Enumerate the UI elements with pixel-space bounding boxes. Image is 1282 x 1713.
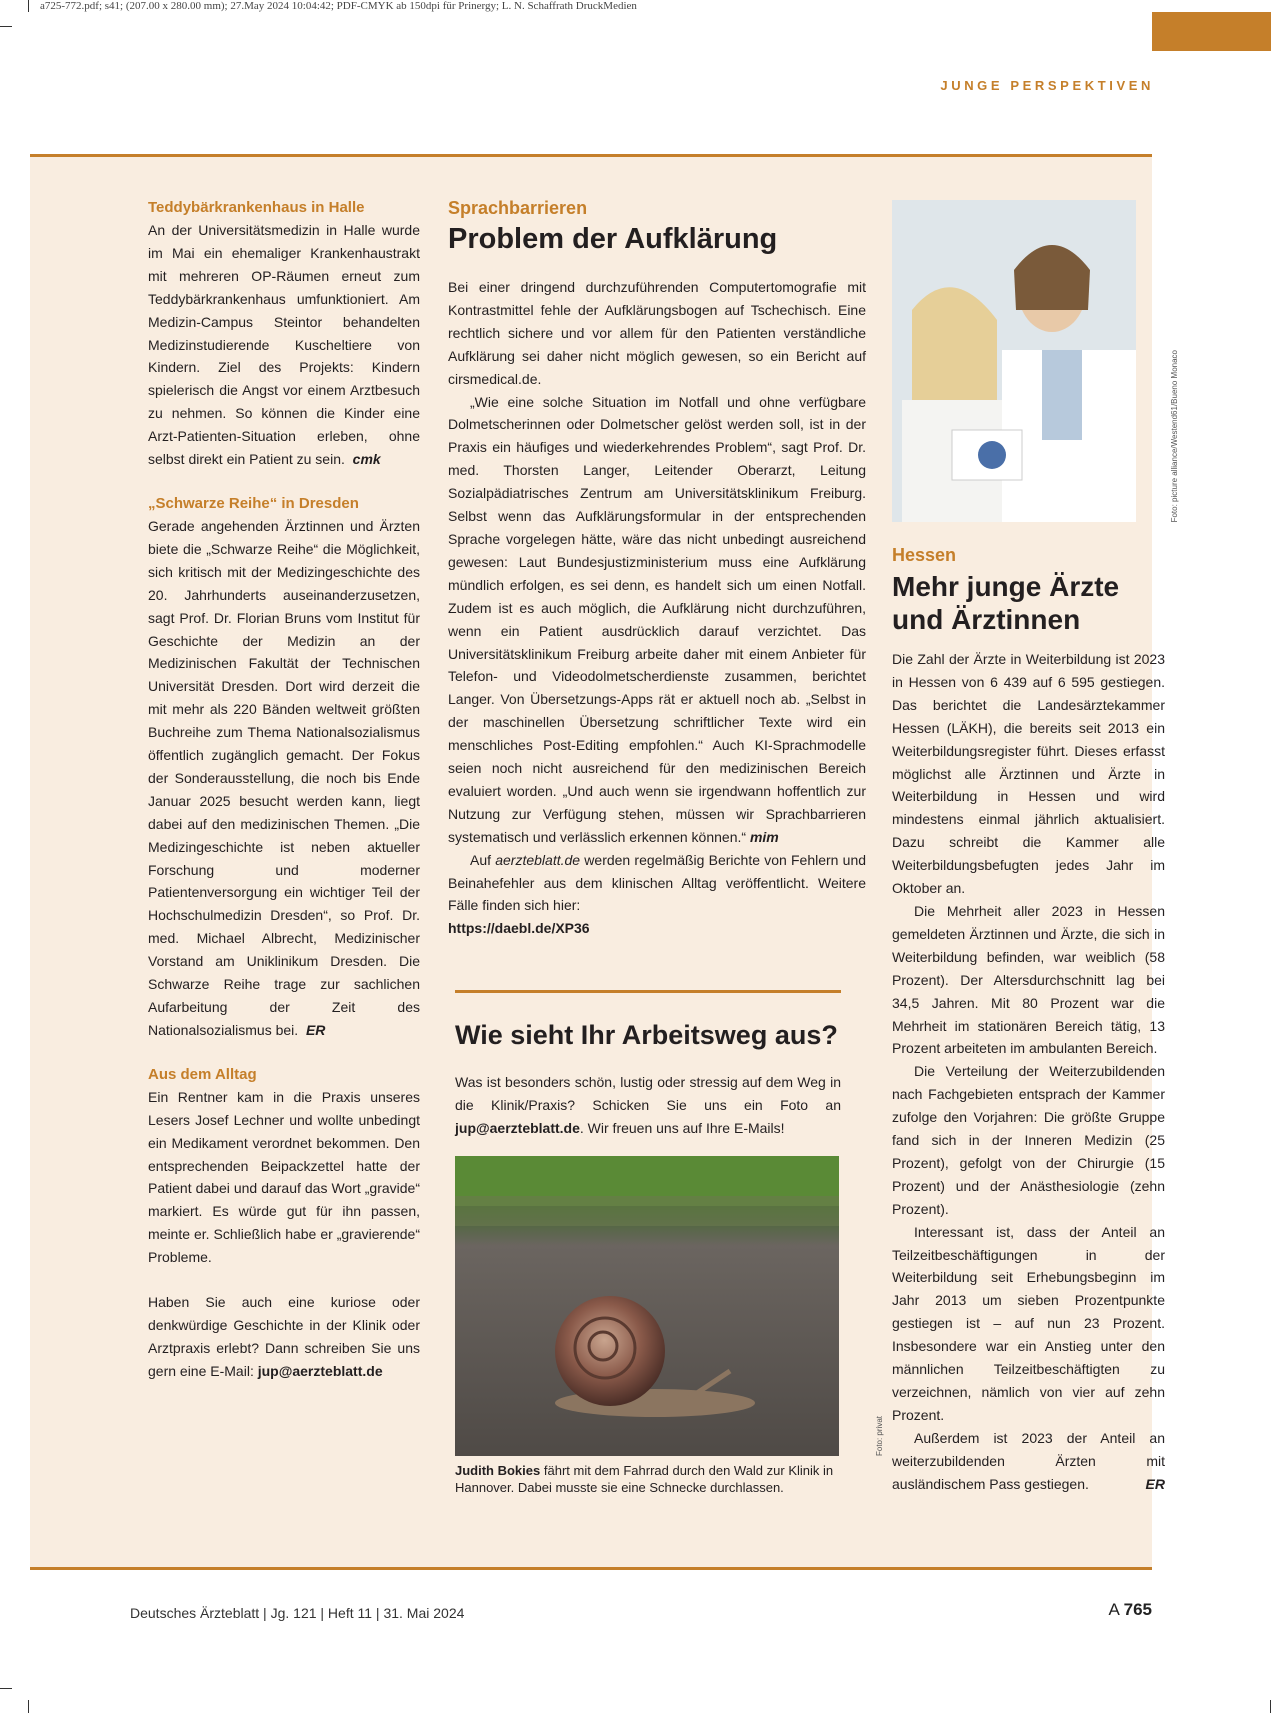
paragraph: „Wie eine solche Situation im Notfall und ohne verfügbare Dolmetscherinnen oder Dolmetscher gelöst werden soll, ist in der Praxis ein häufiges und wiederkehrendes Problem“, sagt Prof. Dr. med. Thorsten Langer, Leitender Oberarzt, Leitung Sozialpädiatrisches Zentrum am Universitätsklinikum Freiburg. Selbst wenn das Aufklärungsformular in der entsprechenden Sprache vorgelegen hätte, wäre das nicht unbedingt ausreichend gewesen: Laut Bundesjustizministerium muss eine Aufklärung mündlich erfolgen, es sei denn, es handelt sich um einen Notfall. Zudem ist es auch möglich, die Aufklärung nicht durchzuführen, wenn ein Patient ausdrücklich darauf verzichtet. Das Universitätsklinikum Freiburg arbeite daher mit einem Anbieter für Telefon- und Videodolmetscherdienste zusammen, berichtet Langer. Von Übersetzungs-Apps rät er aktuell noch ab. „Selbst in der maschinellen Übersetzung schriftlicher Texte wird ein menschliches Post-Editing empfohlen.“ Auch KI-Sprachmodelle seien noch nicht ausreichend für den medizinischen Bereich evaluiert worden. „Und auch wenn sie irgendwann hoffentlich zur Nutzung zur Verfügung stehen, müssen wir Sprachbarrieren systematisch und verlässlich erkennen können.“ mim bbox=[448, 393, 866, 845]
article-kicker: Hessen bbox=[892, 545, 957, 565]
photo-call-box bbox=[448, 990, 884, 1496]
article-body bbox=[892, 648, 1165, 1496]
doctors-illustration bbox=[892, 200, 1136, 522]
article-title: Problem der Aufklärung bbox=[448, 223, 778, 255]
box-title: Wie sieht Ihr Arbeitsweg aus? bbox=[455, 1020, 838, 1051]
journal-footer: Deutsches Ärzteblatt | Jg. 121 | Heft 11 | 31. Mai 2024 bbox=[130, 1605, 465, 1621]
content-panel bbox=[30, 154, 1179, 1570]
article-alltag bbox=[148, 1064, 420, 1269]
article-title: Mehr junge Ärzte und Ärztinnen bbox=[892, 571, 1120, 635]
author-tag: ER bbox=[1145, 1475, 1165, 1492]
crop-mark bbox=[0, 26, 12, 27]
crop-mark bbox=[28, 0, 29, 12]
paragraph: Auf aerzteblatt.de werden regelmäßig Berichte von Fehlern und Beinahefehler aus dem klinischen Alltag veröffentlicht. Weitere Fälle finden sich hier: https://daebl.de/XP36 bbox=[448, 851, 867, 937]
paragraph: Die Verteilung der Weiterzubildenden nach Fachgebieten entsprach der Kammer zufolge den Vorjahren: Die größte Gruppe fand sich in der Inneren Medizin (25 Prozent), gefolgt von der Chirurgie (15 Prozent) und der Anästhesiologie (zehn Prozent). bbox=[892, 1063, 1165, 1217]
article-kicker: Sprachbarrieren bbox=[448, 198, 588, 218]
reader-call: Haben Sie auch eine kuriose oder denkwürdige Geschichte in der Klinik oder Arztpraxis erlebt? Dann schreiben Sie uns gern eine E-Mail: jup@aerzteblatt.de bbox=[148, 1294, 420, 1379]
crop-mark bbox=[1270, 1700, 1271, 1713]
author-tag: cmk bbox=[352, 451, 381, 468]
email-link[interactable]: jup@aerzteblatt.de bbox=[455, 1120, 580, 1137]
column-left bbox=[148, 197, 420, 1383]
article-heading: „Schwarze Reihe“ in Dresden bbox=[148, 494, 359, 512]
article-teddy bbox=[148, 197, 420, 471]
crop-mark bbox=[0, 1688, 12, 1689]
section-tab bbox=[1152, 12, 1271, 51]
article-schwarze-reihe bbox=[148, 493, 420, 1042]
photo-credit: Foto: picture alliance/Westend61/Bueno Monaco bbox=[1170, 349, 1179, 522]
doctors-photo bbox=[892, 200, 1136, 522]
photo-caption: Judith Bokies fährt mit dem Fahrrad durch den Wald zur Klinik in Hannover. Dabei musste sie eine Schnecke durchlassen. bbox=[455, 1463, 834, 1495]
section-label: JUNGE PERSPEKTIVEN bbox=[940, 78, 1154, 93]
paragraph: Außerdem ist 2023 der Anteil an weiterzubildenden Ärzten mit ausländischem Pass gestiegen. ER bbox=[892, 1427, 1165, 1496]
column-middle bbox=[448, 197, 884, 1496]
paragraph: Interessant ist, dass der Anteil an Teilzeitbeschäftigungen in der Weiterbildung seit Erhebungsbeginn im Jahr 2013 um sieben Prozentpunkte gestiegen ist – auf nun 23 Prozent. Insbesondere war ein Anstieg unter den männlichen Teilzeitbeschäftigten zu verzeichnen, nämlich von vier auf zehn Prozent. bbox=[892, 1223, 1165, 1423]
doctors-photo-wrap bbox=[892, 200, 1179, 522]
article-text: An der Universitätsmedizin in Halle wurde im Mai ein ehemaliger Krankenhaustrakt mit mehreren OP-Räumen erneut zum Teddybärkrankenhaus umfunktioniert. Am Medizin-Campus Steintor behandelten Medizinstudierende Kuscheltiere von Kindern. Ziel des Projekts: Kindern spielerisch die Angst vor einem Arztbesuch zu nehmen. So können die Kinder eine Arzt-Patienten-Situation erleben, ohne selbst direkt ein Patient zu sein. cmk bbox=[148, 222, 420, 468]
email-link[interactable]: jup@aerzteblatt.de bbox=[257, 1362, 383, 1379]
article-text: Gerade angehenden Ärztinnen und Ärzten biete die „Schwarze Reihe“ die Möglichkeit, sich kritisch mit der Medizingeschichte des 20. Jahrhunderts auseinanderzusetzen, sagt Prof. Dr. Florian Bruns vom Institut für Geschichte der Medizin an der Medizinischen Fakultät der Technischen Universität Dresden. Dort wird derzeit die mit mehr als 220 Bänden weltweit größten Buchreihe zum Thema Nationalsozialismus öffentlich zugänglich gemacht. Der Fokus der Sonderausstellung, die noch bis Ende Januar 2025 besucht werden kann, liegt dabei auf den medizinischen Themen. „Die Medizingeschichte ist neben aktueller Forschung und moderner Patientenversorgung ein wichtiger Teil der Hochschulmedizin Dresden“, so Prof. Dr. med. Michael Albrecht, Medizinischer Vorstand am Uniklinikum Dresden. Die Schwarze Reihe trage zur sachlichen Aufarbeitung der Zeit des Nationalsozialismus bei. ER bbox=[148, 517, 420, 1038]
snail-photo-wrap bbox=[448, 1156, 884, 1456]
crop-mark bbox=[28, 1700, 29, 1713]
box-text: Was ist besonders schön, lustig oder stressig auf dem Weg in die Klinik/Praxis? Schicken Sie uns ein Foto an jup@aerzteblatt.de. Wir freuen uns auf Ihre E-Mails! bbox=[455, 1074, 841, 1137]
page-number: A 765 bbox=[1108, 1600, 1152, 1619]
paragraph: Bei einer dringend durchzuführenden Computertomografie mit Kontrastmittel fehle der Aufklärungsbogen auf Tschechisch. Eine rechtlich sichere und vor allem für den Patienten verständliche Aufklärung sei daher nicht möglich gewesen, so ein Bericht auf cirsmedical.de. bbox=[448, 279, 866, 387]
snail-illustration bbox=[455, 1156, 839, 1456]
snail-photo bbox=[455, 1156, 839, 1456]
paragraph: Die Mehrheit aller 2023 in Hessen gemeldeten Ärztinnen und Ärzte, die sich in Weiterbildung befinden, war weiblich (58 Prozent). Der Altersdurchschnitt lag bei 34,5 Jahren. Mit 80 Prozent war die Mehrheit im stationären Bereich tätig, 13 Prozent arbeiteten im ambulanten Bereich. bbox=[892, 902, 1165, 1057]
author-tag: ER bbox=[305, 1021, 326, 1038]
author-tag: mim bbox=[749, 828, 779, 845]
print-slug: a725-772.pdf; s41; (207.00 x 280.00 mm); 27.May 2024 10:04:42; PDF-CMYK ab 150dpi für Prinergy; L. N. Schaffrath DruckMedien bbox=[40, 0, 637, 12]
article-heading: Aus dem Alltag bbox=[148, 1065, 257, 1083]
divider bbox=[455, 990, 841, 993]
article-link[interactable]: https://daebl.de/XP36 bbox=[448, 920, 590, 937]
article-heading: Teddybärkrankenhaus in Halle bbox=[148, 199, 365, 216]
column-right bbox=[892, 200, 1179, 1496]
photo-credit: Foto: privat bbox=[875, 1415, 884, 1456]
paragraph: Die Zahl der Ärzte in Weiterbildung ist 2023 in Hessen von 6 439 auf 6 595 gestiegen. Das berichtet die Landesärztekammer Hessen (LÄKH), die bereits seit 2013 ein Weiterbildungsregister führt. Dieses erfasst möglichst alle Ärztinnen und Ärzte in Weiterbildung in Hessen und wird mindestens einmal jährlich aktualisiert. Dazu schreibt die Kammer alle Weiterbildungsbefugten jedes Jahr im Oktober an. bbox=[892, 651, 1165, 897]
article-body bbox=[448, 276, 866, 940]
article-text: Ein Rentner kam in die Praxis unseres Lesers Josef Lechner und wollte unbedingt ein Medikament verordnet bekommen. Den entsprechenden Beipackzettel hatte der Patient dabei und darauf das Wort „gravide“ markiert. Es würde gut für ihn passen, meinte er. Schließlich habe er „gravierende“ Probleme. bbox=[148, 1088, 420, 1266]
